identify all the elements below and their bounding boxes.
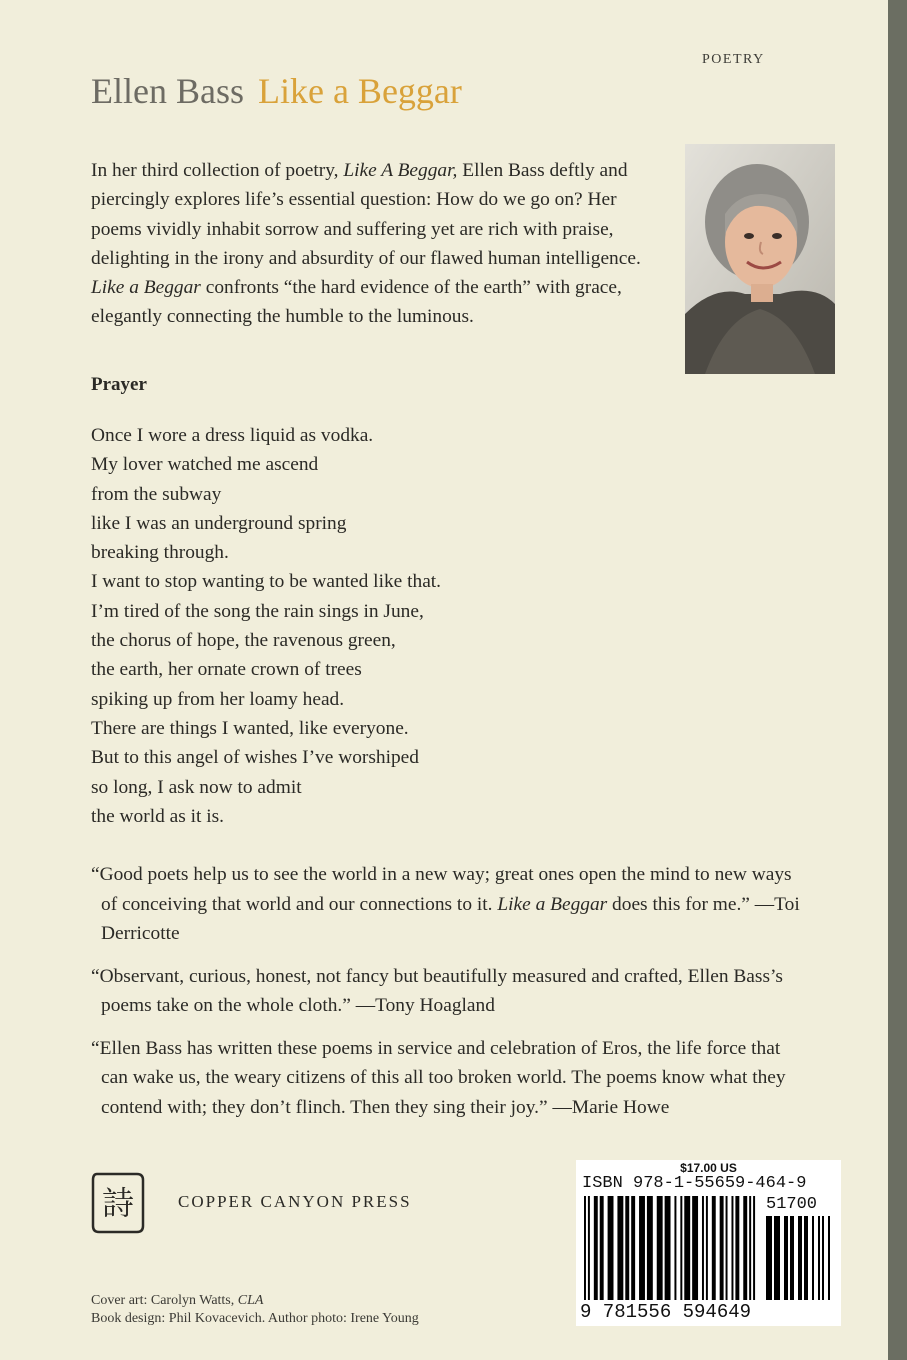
cover-art-credit	[91, 1292, 419, 1310]
endorsement-quote	[91, 962, 811, 1021]
cover-title-row	[91, 70, 462, 112]
poem-line: the chorus of hope, the ravenous green,	[91, 630, 396, 652]
poem-line: I want to stop wanting to be wanted like that.	[91, 571, 442, 593]
addon-digits: 51700	[766, 1195, 818, 1214]
publisher-logo	[91, 1170, 145, 1236]
endorsement-quote	[91, 1034, 811, 1123]
barcode-bar	[735, 1196, 739, 1300]
barcode-bar	[600, 1196, 604, 1300]
poem-line: breaking through.	[91, 542, 229, 564]
poem-line: the earth, her ornate crown of trees	[91, 659, 362, 681]
addon-barcode	[766, 1216, 832, 1300]
barcode-bar	[680, 1196, 682, 1300]
quote-text: “Ellen Bass has written these poems in service and celebration of Eros, the life force that can wake us, the weary citizens of this all too broken world. The poems know what they contend with; they don’t flinch. Then they sing their joy.” —Marie Howe	[91, 1037, 786, 1118]
poem-line: spiking up from her loamy head.	[91, 688, 345, 710]
description-italic-title: Like a Beggar	[91, 277, 201, 299]
barcode-bar	[588, 1196, 590, 1300]
barcode-bar	[753, 1196, 755, 1300]
barcode-bar	[702, 1196, 704, 1300]
barcode-bar	[774, 1216, 780, 1300]
barcode-bar	[631, 1196, 635, 1300]
ean-barcode	[584, 1196, 759, 1300]
barcode-bar	[712, 1196, 716, 1300]
poem-title: Prayer	[91, 374, 147, 395]
spine-edge	[888, 0, 907, 1360]
category-label: POETRY	[702, 52, 765, 67]
cover-art-label: Cover art: Carolyn Watts,	[91, 1293, 238, 1308]
barcode-bar	[790, 1216, 794, 1300]
barcode-bar	[684, 1196, 690, 1300]
barcode-bar	[594, 1196, 598, 1300]
barcode-bar	[639, 1196, 645, 1300]
publisher-name: COPPER CANYON PRESS	[178, 1192, 412, 1211]
cover-art-title: CLA	[237, 1293, 264, 1308]
barcode-bar	[647, 1196, 653, 1300]
poem-line: the world as it is.	[91, 805, 225, 827]
barcode-bar	[804, 1216, 808, 1300]
barcode-bar	[749, 1196, 751, 1300]
quote-text: does this for me.” —Toi Derricotte	[101, 893, 800, 944]
book-description	[91, 156, 671, 332]
barcode-panel	[576, 1160, 841, 1326]
poem-line: from the subway	[91, 483, 222, 505]
isbn-label: ISBN 978-1-55659-464-9	[582, 1174, 807, 1193]
poem-line: My lover watched me ascend	[91, 454, 319, 476]
description-text: confronts “the hard evidence of the earth” with grace, elegantly connecting the humble to the luminous.	[91, 277, 622, 328]
barcode-bar	[828, 1216, 830, 1300]
barcode-bar	[608, 1196, 614, 1300]
quote-italic-title: Like a Beggar	[497, 893, 608, 915]
barcode-bar	[720, 1196, 724, 1300]
barcode-bar	[706, 1196, 708, 1300]
barcode-bar	[657, 1196, 663, 1300]
barcode-bar	[665, 1196, 671, 1300]
poem-line: I’m tired of the song the rain sings in June,	[91, 600, 424, 622]
barcode-bar	[798, 1216, 802, 1300]
barcode-bar	[743, 1196, 747, 1300]
description-italic-title: Like A Beggar,	[343, 160, 458, 181]
barcode-bar	[766, 1216, 772, 1300]
poem-line: like I was an underground spring	[91, 512, 347, 534]
book-title: Like a Beggar	[257, 71, 462, 111]
barcode-bar	[731, 1196, 733, 1300]
quote-text: “Good poets help us to see the world in a new way; great ones open the mind to new ways of conceiving that world and our connections to it.	[91, 864, 792, 915]
barcode-bar	[674, 1196, 676, 1300]
ean-digits: 9 781556 594649	[580, 1301, 752, 1323]
author-name: Ellen Bass	[91, 71, 244, 111]
price-label: $17.00 US	[680, 1161, 737, 1175]
barcode-bar	[584, 1196, 586, 1300]
credits	[91, 1292, 419, 1328]
barcode-bar	[617, 1196, 623, 1300]
barcode-bar	[818, 1216, 820, 1300]
author-photo	[685, 144, 835, 374]
barcode-bar	[692, 1196, 698, 1300]
barcode-bar	[812, 1216, 814, 1300]
poem-line: so long, I ask now to admit	[91, 776, 302, 798]
poem-line: Once I wore a dress liquid as vodka.	[91, 425, 374, 446]
poem-line: But to this angel of wishes I’ve worshiped	[91, 747, 419, 769]
endorsements	[91, 860, 811, 1135]
barcode-bar	[625, 1196, 629, 1300]
barcode-bar	[726, 1196, 728, 1300]
barcode-bar	[822, 1216, 824, 1300]
quote-text: “Observant, curious, honest, not fancy but beautifully measured and crafted, Ellen Bass’s poems take on the whole cloth.” —Tony Hoagland	[91, 965, 783, 1016]
barcode-bar	[784, 1216, 788, 1300]
description-text: In her third collection of poetry,	[91, 160, 344, 181]
poem-body	[91, 421, 441, 831]
design-credit: Book design: Phil Kovacevich. Author photo: Irene Young	[91, 1311, 419, 1326]
description-text: Ellen Bass deftly and piercingly explores life’s essential question: How do we go on? Her poems vividly inhabit sorrow and suffering yet are rich with praise, delighting in the irony and absurdity of our flawed human intelligence.	[91, 160, 641, 269]
poem-line: There are things I wanted, like everyone.	[91, 717, 409, 739]
publisher-logo-glyph: 詩	[101, 1184, 135, 1222]
endorsement-quote	[91, 860, 811, 949]
